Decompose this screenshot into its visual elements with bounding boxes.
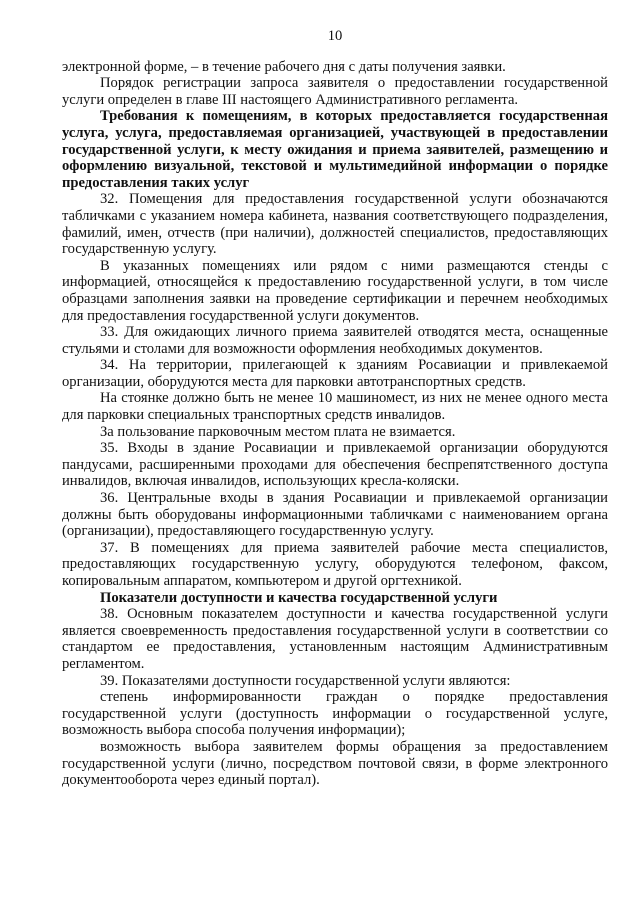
paragraph: 34. На территории, прилегающей к зданиям Росавиации и привлекаемой организации, оборудуются места для парковки автотранспортных средств. [62, 357, 608, 390]
section-heading: Показатели доступности и качества государственной услуги [100, 589, 498, 606]
paragraph: В указанных помещениях или рядом с ними размещаются стенды с информацией, относящейся к предоставлению государственной услуги, в том числе образцами заполнения заявки на проведение сертификации и перечнем необходимых для предоставления государственной услуги документов. [62, 257, 608, 324]
paragraph: 33. Для ожидающих личного приема заявителей отводятся места, оснащенные стульями и столами для возможности оформления необходимых документов. [62, 324, 608, 357]
paragraph: степень информированности граждан о порядке предоставления государственной услуги (доступность информации о государственной услуге, возможность выбора способа получения информации); [62, 689, 608, 739]
paragraph: электронной форме, – в течение рабочего дня с даты получения заявки. [62, 58, 506, 75]
page-number: 10 [327, 28, 343, 44]
paragraph: 32. Помещения для предоставления государственной услуги обозначаются табличками с указанием номера кабинета, названия соответствующего подразделения, фамилий, имен, отчеств (при наличии), должностей специалистов, предоставляющих государственную услугу. [62, 191, 608, 258]
paragraph: На стоянке должно быть не менее 10 машиномест, из них не менее одного места для парковки специальных транспортных средств инвалидов. [62, 390, 608, 424]
paragraph: 37. В помещениях для приема заявителей рабочие места специалистов, предоставляющих государственную услугу, оборудуются телефоном, факсом, копировальным аппаратом, компьютером и другой оргтехникой. [62, 539, 608, 589]
paragraph: 36. Центральные входы в здания Росавиации и привлекаемой организации должны быть оборудованы информационными табличками с наименованием органа (организации), предоставляющего государственную услугу. [62, 490, 608, 540]
section-heading: Требования к помещениям, в которых предоставляется государственная услуга, услуга, предоставляемая организацией, участвующей в предоставлении государственной услуги, к месту ожидания и приема заявителей, размещению и оформлению визуальной, текстовой и мультимедийной информации о порядке предоставления таких услуг [62, 108, 608, 191]
paragraph: 35. Входы в здание Росавиации и привлекаемой организации оборудуются пандусами, расширенными проходами для обеспечения беспрепятственного доступа инвалидов, включая инвалидов, использующих кресла-коляски. [62, 440, 608, 490]
paragraph: Порядок регистрации запроса заявителя о предоставлении государственной услуги определен в главе III настоящего Административного регламента. [62, 75, 608, 108]
paragraph: возможность выбора заявителем формы обращения за предоставлением государственной услуги (лично, посредством почтовой связи, в форме электронного документооборота через единый портал). [62, 738, 608, 789]
document-page [62, 28, 608, 789]
paragraph: За пользование парковочным местом плата не взимается. [100, 423, 456, 440]
paragraph: 38. Основным показателем доступности и качества государственной услуги является своевременность предоставления государственной услуги в соответствии со стандартом ее предоставления, установленным настоящим Административным регламентом. [62, 606, 608, 672]
paragraph: 39. Показателями доступности государственной услуги являются: [100, 672, 511, 689]
